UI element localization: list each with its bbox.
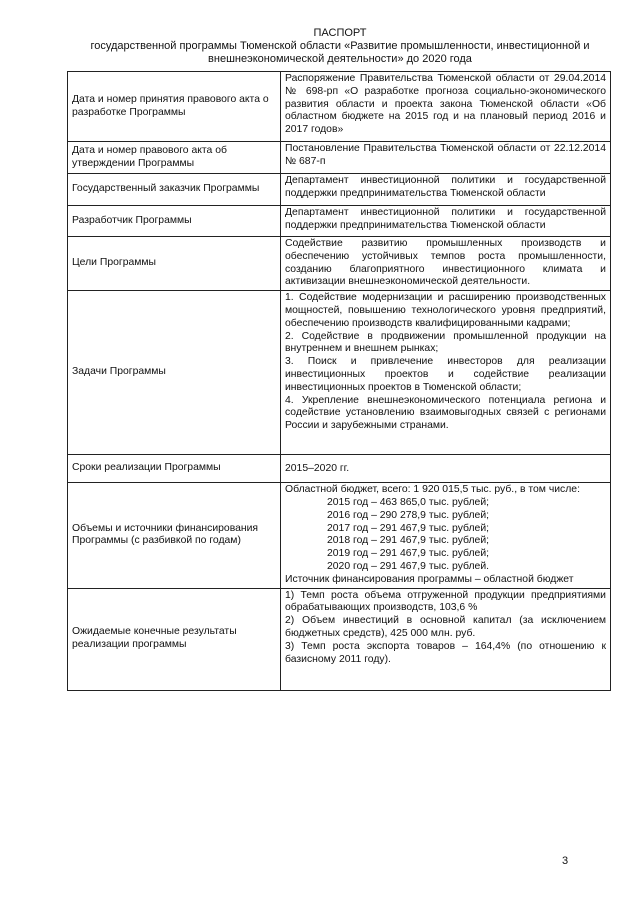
budget-source: Источник финансирования программы – областной бюджет [285,573,574,585]
row-value: Департамент инвестиционной политики и государственной поддержки предпринимательства Тюменской области [281,206,611,237]
row-label: Разработчик Программы [68,206,281,237]
row-label: Цели Программы [68,237,281,291]
document-subtitle-line2: внешнеэкономической деятельности» до 2020 года [208,53,472,65]
task-item: 2. Содействие в продвижении промышленной продукции на внутреннем и внешнем рынках; [285,330,606,355]
row-value [281,588,611,690]
passport-table [67,71,611,691]
document-title: ПАСПОРТ [313,27,367,39]
budget-year: 2018 год – 291 467,9 тыс. рублей; [327,535,490,547]
row-label: Ожидаемые конечные результаты реализации программы [68,588,281,690]
table-row [68,142,611,174]
row-label: Государственный заказчик Программы [68,174,281,206]
row-label: Объемы и источники финансирования Программы (с разбивкой по годам) [68,483,281,588]
row-value: Содействие развитию промышленных производств и обеспечению устойчивых темпов роста промышленности, созданию благоприятного инвестиционного климата и активизации внешнеэкономической деятельности. [281,237,611,291]
budget-year: 2017 год – 291 467,9 тыс. рублей; [327,522,490,534]
row-label: Задачи Программы [68,291,281,455]
budget-year: 2019 год – 291 467,9 тыс. рублей; [327,548,490,560]
result-item: 2) Объем инвестиций в основной капитал (за исключением бюджетных средств), 425 000 млн. руб. [285,615,606,639]
table-row [68,72,611,142]
budget-total: Областной бюджет, всего: 1 920 015,5 тыс. руб., в том числе: [285,484,580,496]
table-row [68,588,611,690]
table-row [68,455,611,483]
document-subtitle-line1: государственной программы Тюменской области «Развитие промышленности, инвестиционной и [90,40,590,52]
page-number: 3 [562,855,569,867]
table-row [68,291,611,455]
task-item: 1. Содействие модернизации и расширению производственных мощностей, повышению технологического уровня предприятий, обеспечению производств квалифицированными кадрами; [285,292,606,329]
result-item: 1) Темп роста объема отгруженной продукции предприятиями обрабатывающих производств, 103,6 % [285,589,606,614]
row-value: Постановление Правительства Тюменской области от 22.12.2014 № 687-п [281,142,611,174]
row-label: Дата и номер принятия правового акта о разработке Программы [68,72,281,142]
result-item: 3) Темп роста экспорта товаров – 164,4% (по отношению к базисному 2011 году). [285,640,606,665]
budget-year: 2020 год – 291 467,9 тыс. рублей. [327,560,490,572]
budget-year: 2016 год – 290 278,9 тыс. рублей; [327,509,490,521]
table-row [68,237,611,291]
table-row [68,174,611,206]
row-value: Департамент инвестиционной политики и государственной поддержки предпринимательства Тюменской области [281,174,611,206]
table-row [68,206,611,237]
row-value [281,483,611,588]
table-row [68,483,611,588]
row-label: Сроки реализации Программы [68,455,281,483]
task-item: 4. Укрепление внешнеэкономического потенциала региона и содействие установлению взаимовыгодных связей с регионами России и зарубежными странами. [285,394,606,432]
row-value: 2015–2020 гг. [281,455,611,483]
task-item: 3. Поиск и привлечение инвесторов для реализации инвестиционных проектов и содействие реализации инвестиционных проектов в Тюменской области; [285,356,606,393]
row-value [281,291,611,455]
budget-year: 2015 год – 463 865,0 тыс. рублей; [327,496,490,508]
row-label: Дата и номер правового акта об утверждении Программы [68,142,281,174]
row-value: Распоряжение Правительства Тюменской области от 29.04.2014 № 698-рп «О разработке прогноза социально-экономического развития области и проекта закона Тюменской области «Об областном бюджете на 2015 год и на плановый период 2016 и 2017 годов» [281,72,611,142]
